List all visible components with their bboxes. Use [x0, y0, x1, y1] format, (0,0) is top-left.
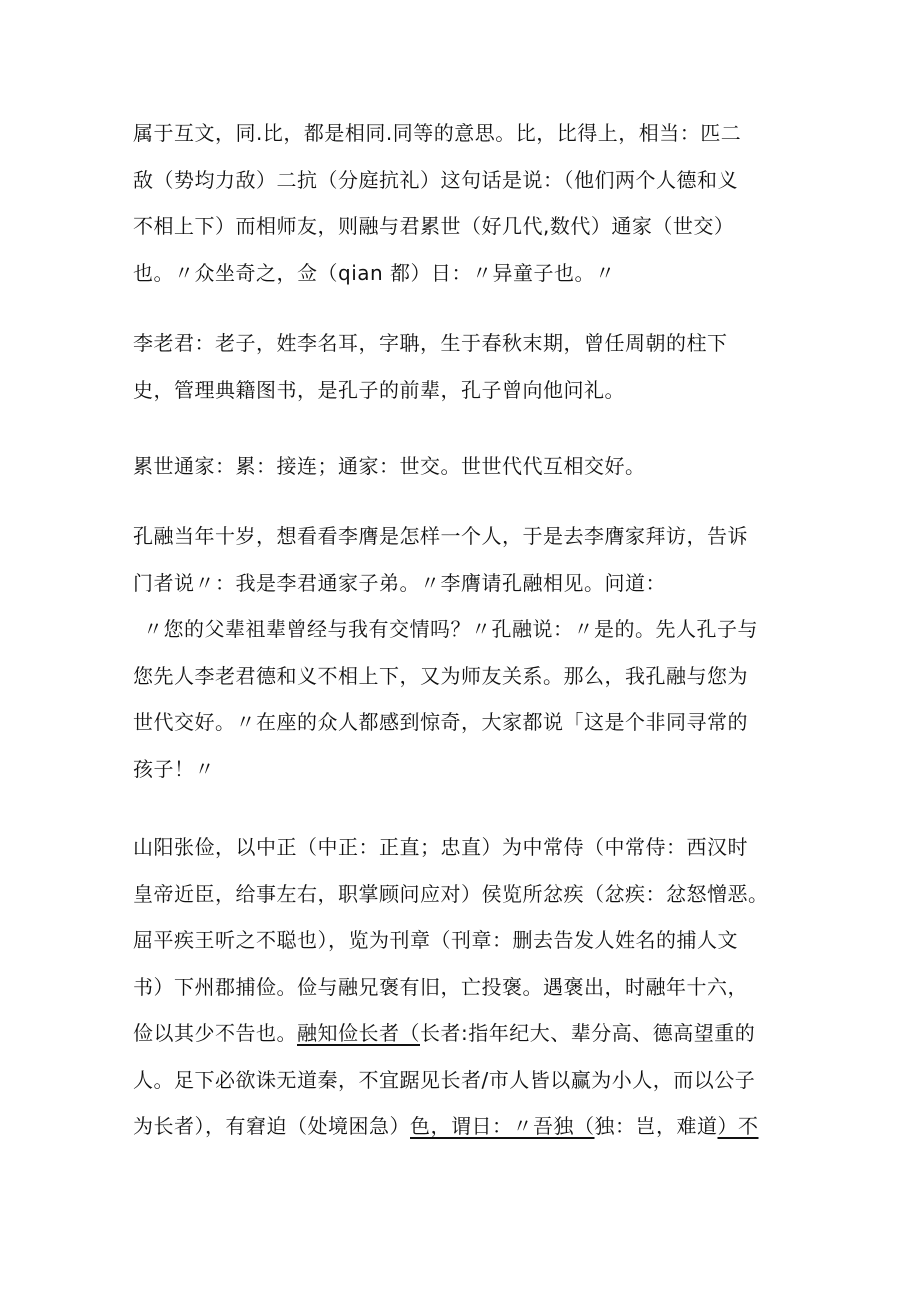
text-line: 您先人李老君德和义不相上下，又为师友关系。那么，我孔融与您为	[133, 663, 748, 688]
underlined-text: 融知俭长者（	[297, 1021, 420, 1045]
text-line	[133, 1103, 833, 1150]
text-line: 孩子！〃	[133, 756, 215, 781]
text-line: 孔融当年十岁，想看看李膺是怎样一个人，于是去李膺家拜访，告诉	[133, 524, 748, 548]
text-line: 人。足下必欲诛无道秦，不宜踞见长者/市人皆以赢为小人，而以公子	[133, 1067, 756, 1092]
underlined-text: 色，谓日：〃吾独（	[410, 1114, 595, 1138]
text-line: 屈平疾王听之不聪也），览为刊章（刊章：删去告发人姓名的捕人文	[133, 928, 738, 952]
text-segment: 俭以其少不告也。	[133, 1021, 297, 1045]
paragraph-5	[133, 824, 833, 1150]
text-line: 史，管理典籍图书，是孔子的前辈，孔子曾向他问礼。	[133, 377, 625, 402]
text-line: 累世通家：累：接连；通家：世交。世世代代互相交好。	[133, 454, 646, 478]
text-segment: 独：岂，难道	[594, 1114, 718, 1138]
underlined-text: ）不	[717, 1114, 759, 1138]
paragraph-2	[133, 320, 833, 413]
text-line: 书）下州郡捕俭。俭与融兄褒有旧，亡投褒。遇褒出，时融年十六，	[133, 974, 748, 999]
paragraph-3	[133, 443, 833, 490]
text-line: 皇帝近臣，给事左右，职掌顾问应对）侯览所忿疾（忿疾：忿怒憎恶。	[133, 881, 769, 906]
text-segment: 长者:指年纪大、辈分高、德高望重的	[420, 1021, 756, 1045]
text-line: 不相上下）而相师友，则融与君累世（好几代,数代）通家（世交）	[133, 214, 735, 238]
text-line	[133, 1010, 833, 1057]
text-line: 门者说〃：我是李君通家子弟。〃李膺请孔融相见。问道：	[133, 570, 666, 595]
text-line: 李老君：老子，姓李名耳，字聃，生于春秋末期，曾任周朝的柱下	[133, 331, 728, 355]
text-line: 〃您的父辈祖辈曾经与我有交情吗？〃孔融说：〃是的。先人孔子与	[143, 617, 758, 641]
paragraph-4	[133, 513, 833, 792]
text-line: 属于互文，同.比，都是相同.同等的意思。比，比得上，相当：匹二	[133, 121, 742, 145]
text-line: 世代交好。〃在座的众人都感到惊奇，大家都说「这是个非同寻常的	[133, 710, 748, 734]
text-line: 也。〃众坐奇之，佥（qian 都）日：〃异童子也。〃	[133, 260, 616, 285]
text-line: 山阳张俭，以中正（中正：正直；忠直）为中常侍（中常侍：西汉时	[133, 835, 748, 859]
text-segment: 为长者），有窘迫（处境困急）	[133, 1114, 410, 1138]
paragraph-1	[133, 110, 833, 296]
text-line: 敌（势均力敌）二抗（分庭抗礼）这句话是说：（他们两个人德和义	[133, 167, 738, 192]
